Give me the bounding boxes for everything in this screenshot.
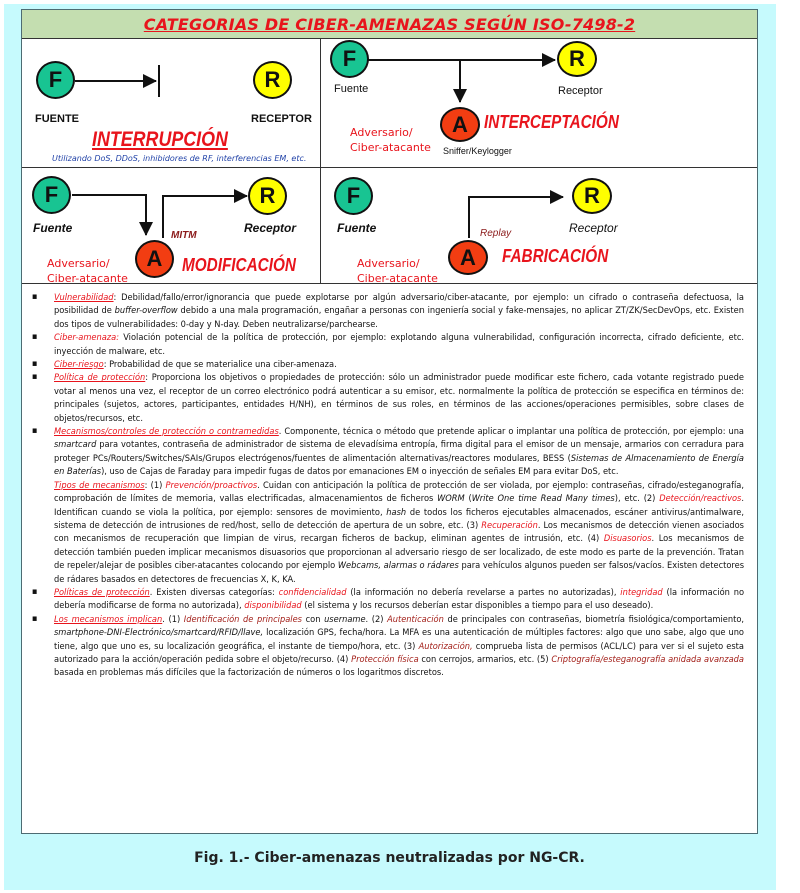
text: : Probabilidad de que se materialice una ciber-amenaza. bbox=[103, 359, 337, 371]
text: Recuperación bbox=[481, 519, 538, 531]
text: localización GPS, fecha/hora. La MFA es una autenticación de múltiples factores: algo que uno sabe, algo que uno tiene, algo que uno es, su localización geográfica, el instante de tiempo/hora, etc. (3) bbox=[54, 627, 744, 652]
term: Vulnerabilidad bbox=[54, 292, 114, 303]
adversary-line: Adversario/ bbox=[357, 257, 420, 270]
text: (la información no debería revelarse a partes no autorizadas), bbox=[346, 586, 621, 598]
text: ), etc. (2) bbox=[614, 493, 660, 505]
node-letter: R bbox=[569, 46, 585, 71]
term: Ciber-riesgo bbox=[54, 359, 104, 371]
text: integridad bbox=[620, 586, 663, 598]
adversary-line: Ciber-atacante bbox=[47, 272, 128, 285]
node-letter: F bbox=[342, 46, 357, 71]
tool-label: MITM bbox=[171, 230, 197, 241]
definition-ciber-riesgo bbox=[32, 358, 744, 371]
text: Prevención/proactivos bbox=[165, 479, 258, 491]
text: : Proporciona los objetivos o propiedades de protección: sólo un administrador puede modificar este fichero, cada votante registrado puede votar al menos una vez, el receptor de un correo electrónico podrá autenticar a su emisor, etc. normalmente la política de protección se especifica en términos de: principales (sujetos, actores, participantes, entidades H/NH), en términos de sus roles, en términos de las acciones/operaciones permisibles, sobre clases de objetos/recursos, etc. bbox=[54, 372, 744, 424]
text: disponibilidad bbox=[244, 600, 302, 612]
text: de principales con contraseñas, biometría fisiológica/comportamiento, bbox=[443, 613, 744, 625]
node-letter: A bbox=[146, 246, 163, 271]
text: . Componente, técnica o método que pretende aplicar o implantar una política de protección, por ejemplo: una bbox=[278, 426, 744, 438]
text: con bbox=[302, 613, 325, 625]
text: Write One time Read Many times bbox=[471, 493, 615, 505]
text: Autorización, bbox=[418, 640, 473, 652]
term: Mecanismos/controles de protección o contramedidas bbox=[54, 426, 279, 438]
adversary-line: Adversario/ bbox=[350, 126, 413, 139]
category-modificacion: MODIFICACIÓN bbox=[182, 255, 296, 275]
definition-tipos bbox=[32, 479, 744, 586]
adversary-label bbox=[357, 256, 438, 286]
text: . Los mecanismos de detección vienen asociados con mecanismos de recuperación que limpian de virus, recargan ficheros de backup, eliminan agentes de intrusión, etc. (4) bbox=[54, 519, 744, 545]
figure-box bbox=[21, 9, 758, 834]
adversario-node bbox=[448, 240, 488, 275]
text: ( bbox=[464, 493, 472, 505]
receptor-label: RECEPTOR bbox=[251, 113, 312, 125]
node-letter: R bbox=[264, 67, 281, 92]
text: debido a una mala programación, engañar a personas con ingeniería social y fake-mensajes, no aplicar ZT/ZK/SecDevOps, etc. Existen dos tipos de vulnerabilidades: 0-day y N-day. Deben neutralizarse/parchearse. bbox=[54, 305, 744, 330]
fuente-node bbox=[32, 176, 71, 214]
fuente-label: FUENTE bbox=[35, 113, 79, 125]
adversary-label bbox=[47, 256, 128, 286]
term: Tipos de mecanismos bbox=[54, 479, 145, 491]
fuente-label: Fuente bbox=[337, 221, 377, 235]
definition-politica bbox=[32, 371, 744, 425]
fuente-label: Fuente bbox=[334, 83, 369, 95]
receptor-label: Receptor bbox=[244, 221, 297, 235]
text: . Existen diversas categorías: bbox=[149, 586, 279, 598]
node-letter: F bbox=[44, 182, 59, 207]
tool-label: Replay bbox=[480, 228, 512, 239]
term: Política de protección bbox=[54, 372, 146, 384]
definition-politicas bbox=[32, 586, 744, 613]
term: Los mecanismos implican bbox=[54, 613, 163, 625]
text: buffer-overflow bbox=[114, 305, 178, 317]
text: para vehículos algunos pueden ser falsos/vacíos. Existen detectores de rádares basados en detectores de frecuencias X, K, KA. bbox=[54, 560, 745, 585]
adversary-line: Ciber-atacante bbox=[350, 141, 431, 154]
text: para votantes, contraseña de administrador de sistema de elevadísima entropía, firma digital para el emisor de un mensaje, armarios con cerradura para proteger PCs/Routers/Switches/SAIs/Grupos electrógenos/fuentes de alimentación alternativas/reactores modulares, BESS ( bbox=[54, 439, 744, 464]
fuente-node bbox=[334, 177, 373, 215]
fuente-node bbox=[36, 61, 75, 99]
text: (la información no debería modificarse de forma no autorizada), bbox=[54, 586, 745, 612]
text: . Cuidan con anticipación la política de protección de ser violada, por ejemplo: contraseñas, cifrado/esteganografía, comprobación de límites de memoria, vallas electrificadas, almacenamientos de ficheros bbox=[54, 479, 744, 505]
figure-title: CATEGORIAS DE CIBER-AMENAZAS SEGÚN ISO-7498-2 bbox=[143, 14, 636, 34]
text: : (1) bbox=[144, 479, 166, 491]
text: ), uso de Cajas de Faraday para impedir fugas de datos por emanaciones EM o inyección de señales EM para evitar DoS, etc. bbox=[101, 466, 619, 478]
adversary-line: Adversario/ bbox=[47, 257, 110, 270]
definition-ciber-amenaza bbox=[32, 331, 744, 358]
text: WORM bbox=[437, 493, 465, 505]
receptor-node bbox=[572, 178, 612, 214]
text: . (1) bbox=[162, 613, 184, 625]
figure-caption: Fig. 1.- Ciber-amenazas neutralizadas por NG-CR. bbox=[194, 850, 585, 866]
receptor-node bbox=[557, 41, 597, 77]
node-letter: F bbox=[346, 183, 361, 208]
receptor-label: Receptor bbox=[569, 221, 618, 235]
definition-vulnerabilidad bbox=[32, 291, 744, 331]
text: . (2) bbox=[365, 613, 388, 625]
text: . Los mecanismos de detección también pueden implicar mecanismos disuasorios que proporcionan al adversario riesgo de ser localizado, de este modo es parte de la prevención. Tratan de repeler/alejar de posibles ciber-atacantes colocando por ejemplo bbox=[54, 533, 744, 572]
text: smartcard bbox=[54, 439, 97, 451]
text: Violación potencial de la política de protección, por ejemplo: explotando alguna vulnerabilidad, configuración incorrecta, cifrado deficiente, etc. inyección de malware, etc. bbox=[54, 332, 744, 357]
fuente-node bbox=[330, 40, 369, 78]
adversario-node bbox=[440, 107, 480, 142]
text: Sistemas de Almacenamiento de Energía en Baterías bbox=[54, 452, 744, 478]
adversary-label bbox=[350, 125, 431, 155]
text: (el sistema y los recursos deberían estar disponibles a tiempo para el uso deseado). bbox=[301, 600, 654, 612]
category-interceptacion: INTERCEPTACIÓN bbox=[484, 112, 619, 132]
tool-label: Sniffer/Keylogger bbox=[443, 146, 512, 156]
fuente-label: Fuente bbox=[33, 221, 73, 235]
text: Autenticación bbox=[387, 613, 444, 625]
text: smartphone-DNI-Electrónico/smartcard/RFID/llave, bbox=[54, 627, 264, 639]
text: Criptografía/esteganografía anidada avanzada bbox=[551, 653, 744, 665]
category-fabricacion: FABRICACIÓN bbox=[502, 246, 609, 266]
adversary-line: Ciber-atacante bbox=[357, 272, 438, 285]
receptor-label: Receptor bbox=[558, 85, 603, 97]
text: . Identifican cuando se viola la política, por ejemplo: sensores de movimiento, bbox=[54, 493, 744, 518]
text: hash bbox=[386, 506, 407, 518]
definition-mecanismos bbox=[32, 425, 744, 479]
text: username bbox=[324, 613, 366, 625]
definitions-list bbox=[32, 291, 744, 680]
node-letter: R bbox=[259, 183, 276, 208]
receptor-node bbox=[253, 61, 292, 99]
node-letter: A bbox=[460, 244, 476, 270]
term: Políticas de protección bbox=[54, 586, 150, 598]
text: de todos los ficheros ejecutables almacenados, escáner antivirus/antimalware, sistema de detección de intrusiones de red/host, sello de detección de apertura de un sobre, etc. (3) bbox=[54, 506, 744, 531]
text: basada en problemas más difíciles que la factorización de números o los logaritmos discretos. bbox=[54, 667, 444, 679]
node-letter: R bbox=[584, 183, 600, 208]
text: Disuasorios bbox=[603, 533, 652, 545]
adversario-node bbox=[135, 240, 174, 278]
text: Identificación de principales bbox=[183, 613, 302, 625]
node-letter: A bbox=[452, 111, 468, 137]
text: Webcams, alarmas o rádares bbox=[337, 560, 459, 572]
interrupcion-note: Utilizando DoS, DDoS, inhibidores de RF, interferencias EM, etc. bbox=[52, 154, 307, 163]
text: Protección física bbox=[351, 653, 419, 665]
text: confidencialidad bbox=[278, 586, 347, 598]
text: comprueba lista de permisos (ACL/LC) para ver si el sujeto esta autorizado para la acción/operación pedida sobre el objeto/recurso. (4) bbox=[54, 640, 744, 665]
text: : Debilidad/fallo/error/ignorancia que puede explotarse por algún adversario/ciber-atacante, por ejemplo: un cifrado o contraseña defectuosa, la posibilidad de bbox=[54, 292, 744, 317]
receptor-node bbox=[248, 177, 287, 215]
node-letter: F bbox=[48, 67, 63, 92]
text: con cerrojos, armarios, etc. (5) bbox=[418, 653, 552, 665]
text: Detección/reactivos bbox=[659, 493, 742, 505]
definition-implican bbox=[32, 613, 744, 680]
term: Ciber-amenaza: bbox=[54, 332, 119, 344]
category-interrupcion: INTERRUPCIÓN bbox=[92, 128, 228, 151]
